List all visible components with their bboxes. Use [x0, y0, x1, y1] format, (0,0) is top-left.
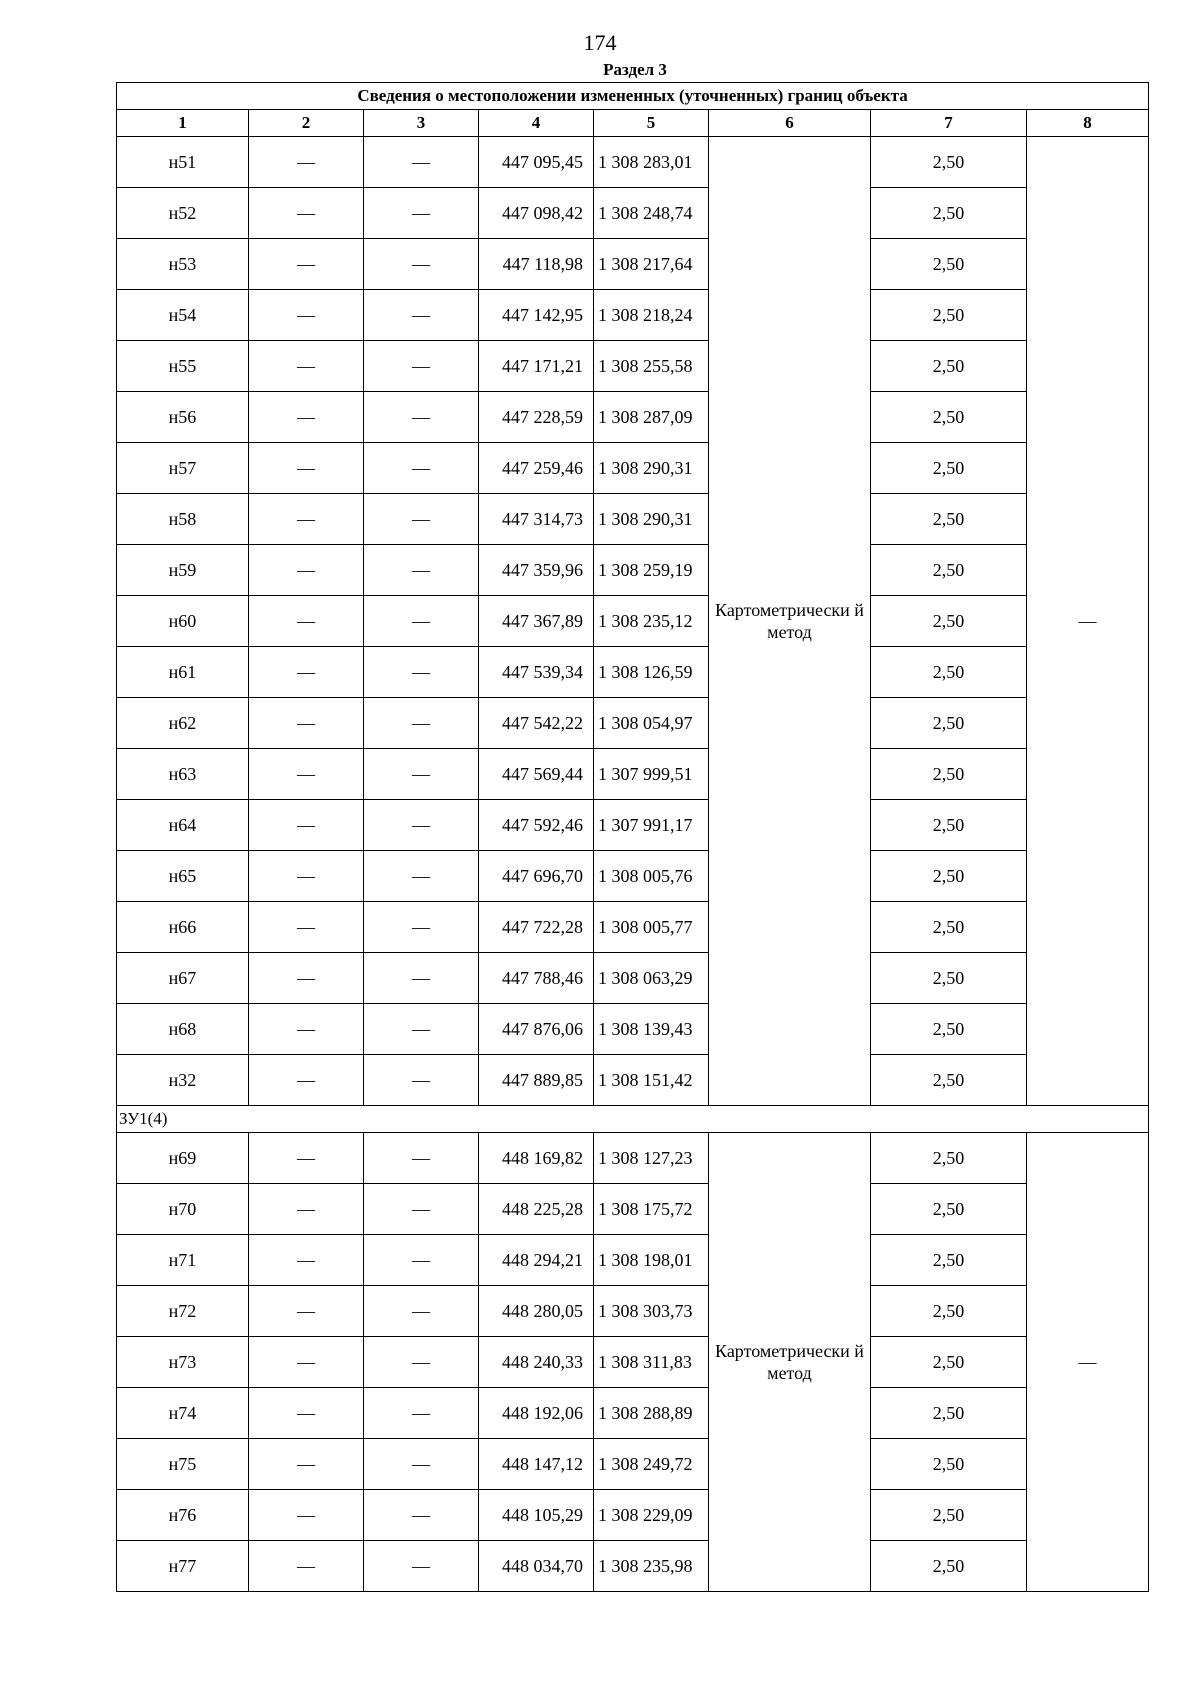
- column-3-cell: —: [364, 1439, 479, 1490]
- column-3-cell: —: [364, 1337, 479, 1388]
- column-number-2: 2: [249, 110, 364, 137]
- y-coordinate-cell: 1 308 303,73: [594, 1286, 709, 1337]
- column-2-cell: —: [249, 1133, 364, 1184]
- column-3-cell: —: [364, 1055, 479, 1106]
- accuracy-cell: 2,50: [871, 1055, 1027, 1106]
- column-3-cell: —: [364, 545, 479, 596]
- column-3-cell: —: [364, 494, 479, 545]
- accuracy-cell: 2,50: [871, 749, 1027, 800]
- table-row: [117, 800, 1149, 851]
- accuracy-cell: 2,50: [871, 188, 1027, 239]
- table-row: [117, 1439, 1149, 1490]
- accuracy-cell: 2,50: [871, 1541, 1027, 1592]
- table-caption: Сведения о местоположении измененных (уточненных) границ объекта: [117, 83, 1149, 110]
- point-id-cell: н75: [117, 1439, 249, 1490]
- y-coordinate-cell: 1 308 151,42: [594, 1055, 709, 1106]
- point-id-cell: н67: [117, 953, 249, 1004]
- x-coordinate-cell: 448 192,06: [479, 1388, 594, 1439]
- y-coordinate-cell: 1 308 235,12: [594, 596, 709, 647]
- column-2-cell: —: [249, 1490, 364, 1541]
- column-number-row: [117, 110, 1149, 137]
- table-row: [117, 698, 1149, 749]
- point-id-cell: н58: [117, 494, 249, 545]
- y-coordinate-cell: 1 308 229,09: [594, 1490, 709, 1541]
- table-body: [117, 137, 1149, 1592]
- column-2-cell: —: [249, 800, 364, 851]
- point-id-cell: н72: [117, 1286, 249, 1337]
- x-coordinate-cell: 447 359,96: [479, 545, 594, 596]
- accuracy-cell: 2,50: [871, 902, 1027, 953]
- accuracy-cell: 2,50: [871, 392, 1027, 443]
- section-title: Раздел 3: [603, 60, 667, 79]
- y-coordinate-cell: 1 308 218,24: [594, 290, 709, 341]
- table-row: [117, 647, 1149, 698]
- y-coordinate-cell: 1 308 283,01: [594, 137, 709, 188]
- table-row: [117, 1004, 1149, 1055]
- x-coordinate-cell: 448 240,33: [479, 1337, 594, 1388]
- column-3-cell: —: [364, 341, 479, 392]
- table-row: [117, 341, 1149, 392]
- accuracy-cell: 2,50: [871, 647, 1027, 698]
- point-id-cell: н69: [117, 1133, 249, 1184]
- column-2-cell: —: [249, 188, 364, 239]
- column-3-cell: —: [364, 953, 479, 1004]
- accuracy-cell: 2,50: [871, 1490, 1027, 1541]
- column-2-cell: —: [249, 1055, 364, 1106]
- table-row: [117, 545, 1149, 596]
- accuracy-cell: 2,50: [871, 1004, 1027, 1055]
- accuracy-cell: 2,50: [871, 443, 1027, 494]
- x-coordinate-cell: 447 722,28: [479, 902, 594, 953]
- column-number-6: 6: [709, 110, 871, 137]
- column-number-7: 7: [871, 110, 1027, 137]
- column-3-cell: —: [364, 443, 479, 494]
- method-cell: Картометрически й метод: [709, 137, 871, 1106]
- table-row: [117, 290, 1149, 341]
- x-coordinate-cell: 447 876,06: [479, 1004, 594, 1055]
- table-row: [117, 1235, 1149, 1286]
- column-3-cell: —: [364, 1286, 479, 1337]
- x-coordinate-cell: 448 280,05: [479, 1286, 594, 1337]
- x-coordinate-cell: 448 105,29: [479, 1490, 594, 1541]
- column-2-cell: —: [249, 1235, 364, 1286]
- column-2-cell: —: [249, 1388, 364, 1439]
- y-coordinate-cell: 1 308 175,72: [594, 1184, 709, 1235]
- column-3-cell: —: [364, 137, 479, 188]
- accuracy-cell: 2,50: [871, 1184, 1027, 1235]
- point-id-cell: н53: [117, 239, 249, 290]
- column-3-cell: —: [364, 1184, 479, 1235]
- accuracy-cell: 2,50: [871, 1439, 1027, 1490]
- table-row: [117, 392, 1149, 443]
- column-2-cell: —: [249, 1541, 364, 1592]
- accuracy-cell: 2,50: [871, 290, 1027, 341]
- point-id-cell: н57: [117, 443, 249, 494]
- column-2-cell: —: [249, 290, 364, 341]
- x-coordinate-cell: 448 169,82: [479, 1133, 594, 1184]
- y-coordinate-cell: 1 308 127,23: [594, 1133, 709, 1184]
- column-number-4: 4: [479, 110, 594, 137]
- y-coordinate-cell: 1 308 259,19: [594, 545, 709, 596]
- column-3-cell: —: [364, 1004, 479, 1055]
- table-row: [117, 851, 1149, 902]
- table-row: [117, 1184, 1149, 1235]
- column-2-cell: —: [249, 698, 364, 749]
- column-3-cell: —: [364, 1388, 479, 1439]
- column-2-cell: —: [249, 443, 364, 494]
- y-coordinate-cell: 1 307 999,51: [594, 749, 709, 800]
- accuracy-cell: 2,50: [871, 698, 1027, 749]
- column-3-cell: —: [364, 392, 479, 443]
- column-2-cell: —: [249, 851, 364, 902]
- column-3-cell: —: [364, 188, 479, 239]
- column-2-cell: —: [249, 1337, 364, 1388]
- y-coordinate-cell: 1 308 054,97: [594, 698, 709, 749]
- column-3-cell: —: [364, 851, 479, 902]
- column-number-5: 5: [594, 110, 709, 137]
- table-row: [117, 1133, 1149, 1184]
- x-coordinate-cell: 447 889,85: [479, 1055, 594, 1106]
- point-id-cell: н77: [117, 1541, 249, 1592]
- column-2-cell: —: [249, 239, 364, 290]
- x-coordinate-cell: 447 098,42: [479, 188, 594, 239]
- column-2-cell: —: [249, 647, 364, 698]
- column-number-3: 3: [364, 110, 479, 137]
- column-2-cell: —: [249, 341, 364, 392]
- point-id-cell: н64: [117, 800, 249, 851]
- column-3-cell: —: [364, 698, 479, 749]
- x-coordinate-cell: 447 171,21: [479, 341, 594, 392]
- point-id-cell: н60: [117, 596, 249, 647]
- y-coordinate-cell: 1 308 235,98: [594, 1541, 709, 1592]
- point-id-cell: н59: [117, 545, 249, 596]
- point-id-cell: н66: [117, 902, 249, 953]
- accuracy-cell: 2,50: [871, 341, 1027, 392]
- x-coordinate-cell: 448 294,21: [479, 1235, 594, 1286]
- table-row: [117, 749, 1149, 800]
- x-coordinate-cell: 448 034,70: [479, 1541, 594, 1592]
- table-row: [117, 1541, 1149, 1592]
- point-id-cell: н70: [117, 1184, 249, 1235]
- point-id-cell: н74: [117, 1388, 249, 1439]
- x-coordinate-cell: 447 142,95: [479, 290, 594, 341]
- y-coordinate-cell: 1 308 217,64: [594, 239, 709, 290]
- accuracy-cell: 2,50: [871, 239, 1027, 290]
- point-id-cell: н63: [117, 749, 249, 800]
- table-row: [117, 494, 1149, 545]
- page-number: 174: [583, 30, 617, 55]
- point-id-cell: н65: [117, 851, 249, 902]
- y-coordinate-cell: 1 308 290,31: [594, 494, 709, 545]
- table-row: [117, 1286, 1149, 1337]
- x-coordinate-cell: 447 118,98: [479, 239, 594, 290]
- accuracy-cell: 2,50: [871, 137, 1027, 188]
- x-coordinate-cell: 448 147,12: [479, 1439, 594, 1490]
- point-id-cell: н71: [117, 1235, 249, 1286]
- column-2-cell: —: [249, 953, 364, 1004]
- column-8-cell: —: [1027, 1133, 1149, 1592]
- y-coordinate-cell: 1 308 255,58: [594, 341, 709, 392]
- accuracy-cell: 2,50: [871, 1337, 1027, 1388]
- accuracy-cell: 2,50: [871, 953, 1027, 1004]
- column-2-cell: —: [249, 1439, 364, 1490]
- x-coordinate-cell: 448 225,28: [479, 1184, 594, 1235]
- table-row: [117, 443, 1149, 494]
- x-coordinate-cell: 447 696,70: [479, 851, 594, 902]
- column-8-cell: —: [1027, 137, 1149, 1106]
- column-3-cell: —: [364, 1541, 479, 1592]
- accuracy-cell: 2,50: [871, 494, 1027, 545]
- point-id-cell: н61: [117, 647, 249, 698]
- x-coordinate-cell: 447 095,45: [479, 137, 594, 188]
- y-coordinate-cell: 1 308 126,59: [594, 647, 709, 698]
- point-id-cell: н51: [117, 137, 249, 188]
- point-id-cell: н76: [117, 1490, 249, 1541]
- table-row: [117, 1337, 1149, 1388]
- x-coordinate-cell: 447 542,22: [479, 698, 594, 749]
- x-coordinate-cell: 447 228,59: [479, 392, 594, 443]
- column-3-cell: —: [364, 749, 479, 800]
- column-3-cell: —: [364, 239, 479, 290]
- x-coordinate-cell: 447 592,46: [479, 800, 594, 851]
- y-coordinate-cell: 1 308 005,76: [594, 851, 709, 902]
- table-row: [117, 1388, 1149, 1439]
- table-row: [117, 137, 1149, 188]
- y-coordinate-cell: 1 308 288,89: [594, 1388, 709, 1439]
- column-2-cell: —: [249, 596, 364, 647]
- accuracy-cell: 2,50: [871, 1286, 1027, 1337]
- column-2-cell: —: [249, 545, 364, 596]
- column-3-cell: —: [364, 596, 479, 647]
- y-coordinate-cell: 1 308 287,09: [594, 392, 709, 443]
- column-3-cell: —: [364, 800, 479, 851]
- column-3-cell: —: [364, 647, 479, 698]
- column-2-cell: —: [249, 1286, 364, 1337]
- table-row: [117, 188, 1149, 239]
- x-coordinate-cell: 447 788,46: [479, 953, 594, 1004]
- point-id-cell: н56: [117, 392, 249, 443]
- column-3-cell: —: [364, 1490, 479, 1541]
- column-number-1: 1: [117, 110, 249, 137]
- column-number-8: 8: [1027, 110, 1149, 137]
- column-2-cell: —: [249, 749, 364, 800]
- x-coordinate-cell: 447 367,89: [479, 596, 594, 647]
- accuracy-cell: 2,50: [871, 1235, 1027, 1286]
- column-3-cell: —: [364, 1235, 479, 1286]
- y-coordinate-cell: 1 308 290,31: [594, 443, 709, 494]
- column-3-cell: —: [364, 902, 479, 953]
- accuracy-cell: 2,50: [871, 545, 1027, 596]
- table-row: [117, 953, 1149, 1004]
- table-row: [117, 902, 1149, 953]
- group-label-row: [117, 1106, 1149, 1133]
- point-id-cell: н73: [117, 1337, 249, 1388]
- point-id-cell: н62: [117, 698, 249, 749]
- accuracy-cell: 2,50: [871, 596, 1027, 647]
- x-coordinate-cell: 447 259,46: [479, 443, 594, 494]
- column-2-cell: —: [249, 1184, 364, 1235]
- y-coordinate-cell: 1 308 249,72: [594, 1439, 709, 1490]
- column-3-cell: —: [364, 290, 479, 341]
- x-coordinate-cell: 447 569,44: [479, 749, 594, 800]
- column-2-cell: —: [249, 1004, 364, 1055]
- column-2-cell: —: [249, 902, 364, 953]
- accuracy-cell: 2,50: [871, 800, 1027, 851]
- point-id-cell: н68: [117, 1004, 249, 1055]
- point-id-cell: н32: [117, 1055, 249, 1106]
- table-row: [117, 1055, 1149, 1106]
- y-coordinate-cell: 1 307 991,17: [594, 800, 709, 851]
- accuracy-cell: 2,50: [871, 1133, 1027, 1184]
- y-coordinate-cell: 1 308 311,83: [594, 1337, 709, 1388]
- x-coordinate-cell: 447 314,73: [479, 494, 594, 545]
- table-row: [117, 239, 1149, 290]
- accuracy-cell: 2,50: [871, 1388, 1027, 1439]
- point-id-cell: н55: [117, 341, 249, 392]
- method-cell: Картометрически й метод: [709, 1133, 871, 1592]
- column-2-cell: —: [249, 137, 364, 188]
- y-coordinate-cell: 1 308 005,77: [594, 902, 709, 953]
- accuracy-cell: 2,50: [871, 851, 1027, 902]
- column-2-cell: —: [249, 494, 364, 545]
- y-coordinate-cell: 1 308 248,74: [594, 188, 709, 239]
- y-coordinate-cell: 1 308 198,01: [594, 1235, 709, 1286]
- group-label: ЗУ1(4): [117, 1106, 1149, 1133]
- x-coordinate-cell: 447 539,34: [479, 647, 594, 698]
- coordinates-table: [116, 82, 1149, 1592]
- point-id-cell: н52: [117, 188, 249, 239]
- table-row: [117, 596, 1149, 647]
- y-coordinate-cell: 1 308 139,43: [594, 1004, 709, 1055]
- table-row: [117, 1490, 1149, 1541]
- column-3-cell: —: [364, 1133, 479, 1184]
- y-coordinate-cell: 1 308 063,29: [594, 953, 709, 1004]
- point-id-cell: н54: [117, 290, 249, 341]
- column-2-cell: —: [249, 392, 364, 443]
